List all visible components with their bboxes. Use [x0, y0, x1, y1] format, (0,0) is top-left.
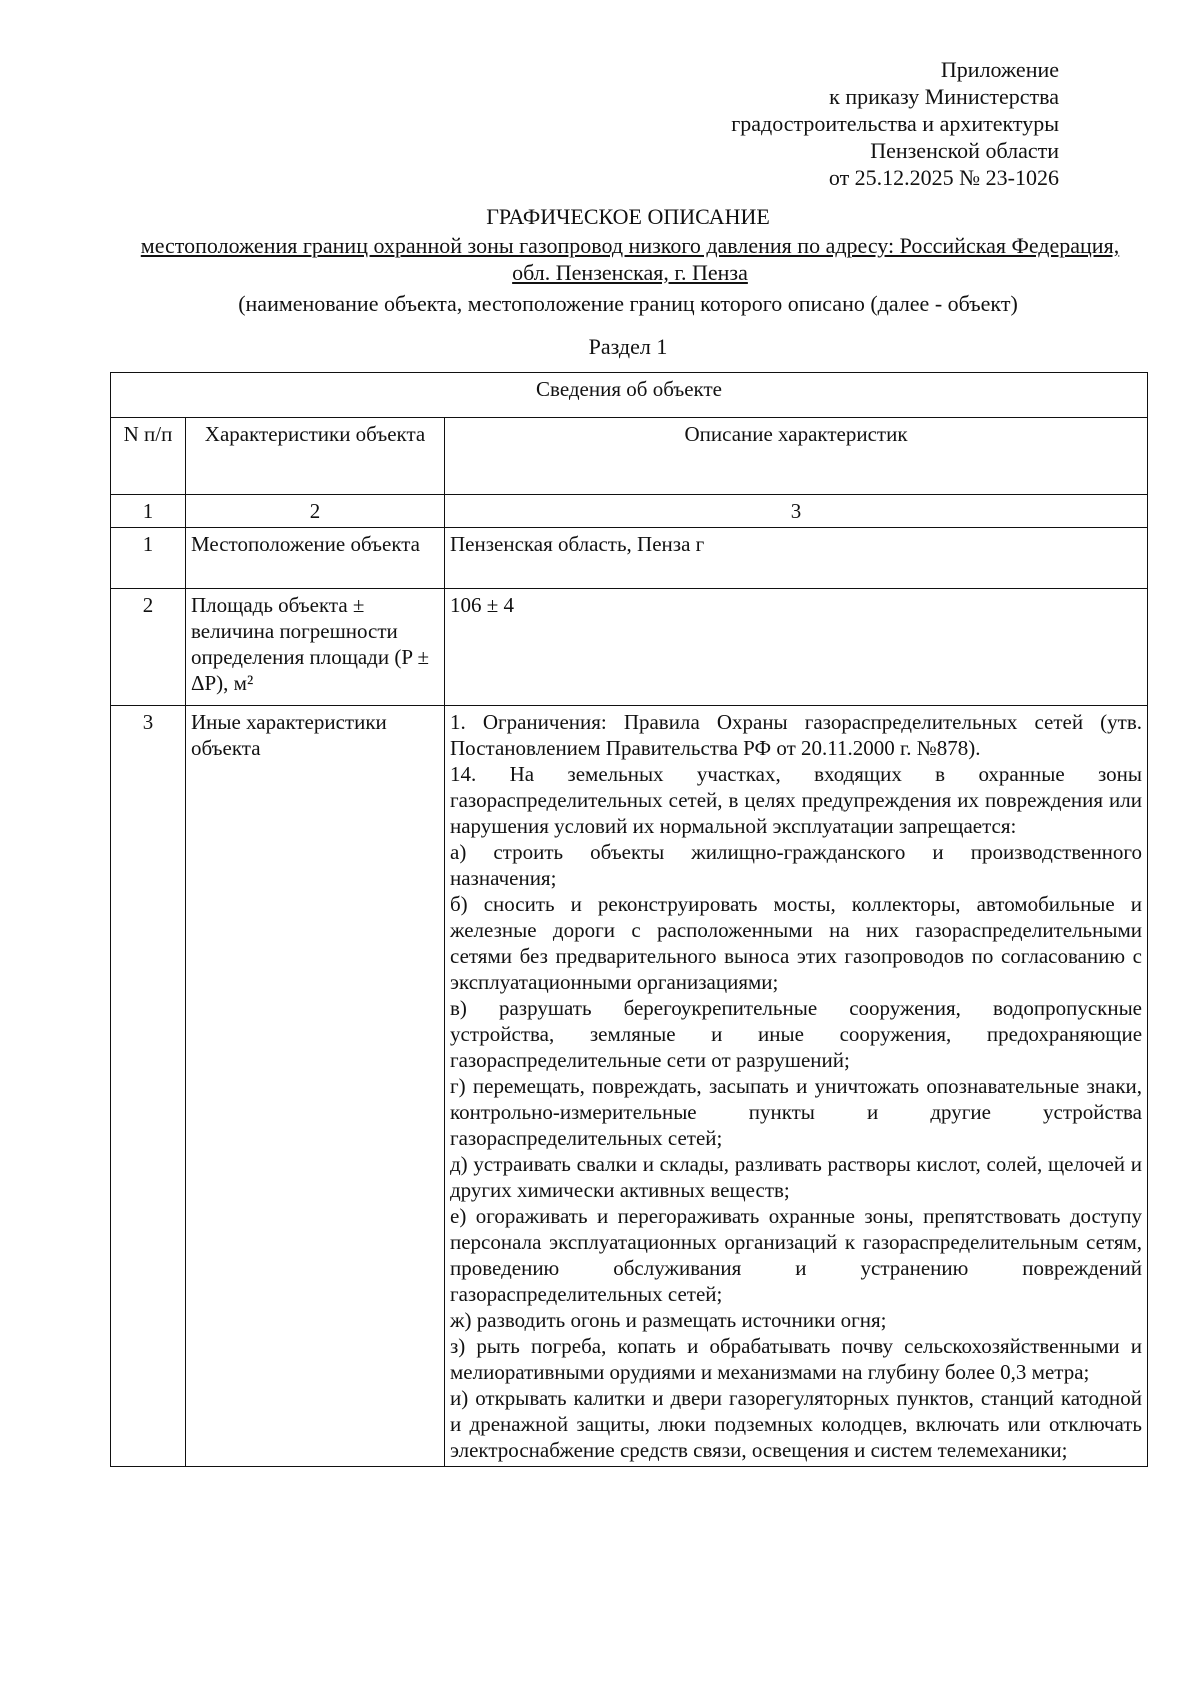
appendix-line: градостроительства и архитектуры — [731, 111, 1059, 136]
restriction-item: б) сносить и реконструировать мосты, коллекторы, автомобильные и железные дороги с расположенными на них газораспределительными сетями без предварительного выноса этих газопроводов по согласованию с эксплуатационными организациями; — [450, 892, 1143, 994]
document-caption: (наименование объекта, местоположение границ которого описано (далее - объект) — [238, 291, 1018, 316]
column-header-number: N п/п — [111, 418, 186, 495]
restriction-item: е) огораживать и перегораживать охранные зоны, препятствовать доступу персонала эксплуатационных организаций к газораспределительным сетям, проведению обслуживания и устранению повреждений газораспределительных сетей; — [450, 1204, 1143, 1306]
row-characteristic: Площадь объекта ± величина погрешности определения площади (P ± ΔP), м² — [186, 589, 445, 706]
column-header-characteristic: Характеристики объекта — [186, 418, 445, 495]
column-numbers-row — [111, 495, 1148, 528]
object-info-table — [110, 372, 1148, 1467]
table-row — [111, 589, 1148, 706]
restriction-paragraph: 1. Ограничения: Правила Охраны газораспределительных сетей (утв. Постановлением Правительства РФ от 20.11.2000 г. №878). — [450, 710, 1143, 760]
table-heading: Сведения об объекте — [111, 373, 1148, 418]
table-heading-row — [111, 373, 1148, 418]
appendix-line: Приложение — [940, 57, 1059, 82]
row-number: 3 — [111, 706, 186, 1467]
restrictions-cell — [445, 706, 1148, 1467]
restriction-item: д) устраивать свалки и склады, разливать растворы кислот, солей, щелочей и других химически активных веществ; — [450, 1152, 1143, 1202]
restriction-item: г) перемещать, повреждать, засыпать и уничтожать опознавательные знаки, контрольно-измерительные пункты и другие устройства газораспределительных сетей; — [450, 1074, 1143, 1150]
row-number: 1 — [111, 528, 186, 589]
row-number: 2 — [111, 589, 186, 706]
appendix-line: к приказу Министерства — [829, 84, 1059, 109]
row-characteristic: Иные характеристики объекта — [186, 706, 445, 1467]
appendix-line: Пензенской области — [870, 138, 1059, 163]
row-value: Пензенская область, Пенза г — [445, 528, 1148, 589]
column-header-description: Описание характеристик — [445, 418, 1148, 495]
restriction-item: ж) разводить огонь и размещать источники огня; — [450, 1308, 887, 1332]
restriction-item: и) открывать калитки и двери газорегуляторных пунктов, станций катодной и дренажной защиты, люки подземных колодцев, включать или отключать электроснабжение средств связи, освещения и систем телемеханики; — [450, 1386, 1143, 1462]
column-number: 3 — [445, 495, 1148, 528]
appendix-order-date: от 25.12.2025 № 23-1026 — [828, 165, 1059, 190]
document-subtitle: местоположения границ охранной зоны газопровод низкого давления по адресу: Российская Федерация, обл. Пензенская, г. Пенза — [140, 233, 1120, 285]
restriction-item: в) разрушать берегоукрепительные сооружения, водопропускные устройства, земляные и иные сооружения, предохраняющие газораспределительные сети от разрушений; — [450, 996, 1143, 1072]
restriction-paragraph: 14. На земельных участках, входящих в охранные зоны газораспределительных сетей, в целях предупреждения их повреждения или нарушения условий их нормальной эксплуатации запрещается: — [450, 762, 1143, 838]
restriction-item: з) рыть погреба, копать и обрабатывать почву сельскохозяйственными и мелиоративными орудиями и механизмами на глубину более 0,3 метра; — [450, 1334, 1143, 1384]
table-header-row — [111, 418, 1148, 495]
section-title: Раздел 1 — [588, 334, 668, 359]
row-characteristic: Местоположение объекта — [186, 528, 445, 589]
document-title: ГРАФИЧЕСКОЕ ОПИСАНИЕ — [486, 204, 770, 229]
table-row — [111, 528, 1148, 589]
restriction-item: а) строить объекты жилищно-гражданского и производственного назначения; — [450, 840, 1143, 890]
column-number: 2 — [186, 495, 445, 528]
appendix-block — [731, 56, 1059, 191]
table-row — [111, 706, 1148, 1467]
column-number: 1 — [111, 495, 186, 528]
row-value: 106 ± 4 — [445, 589, 1148, 706]
